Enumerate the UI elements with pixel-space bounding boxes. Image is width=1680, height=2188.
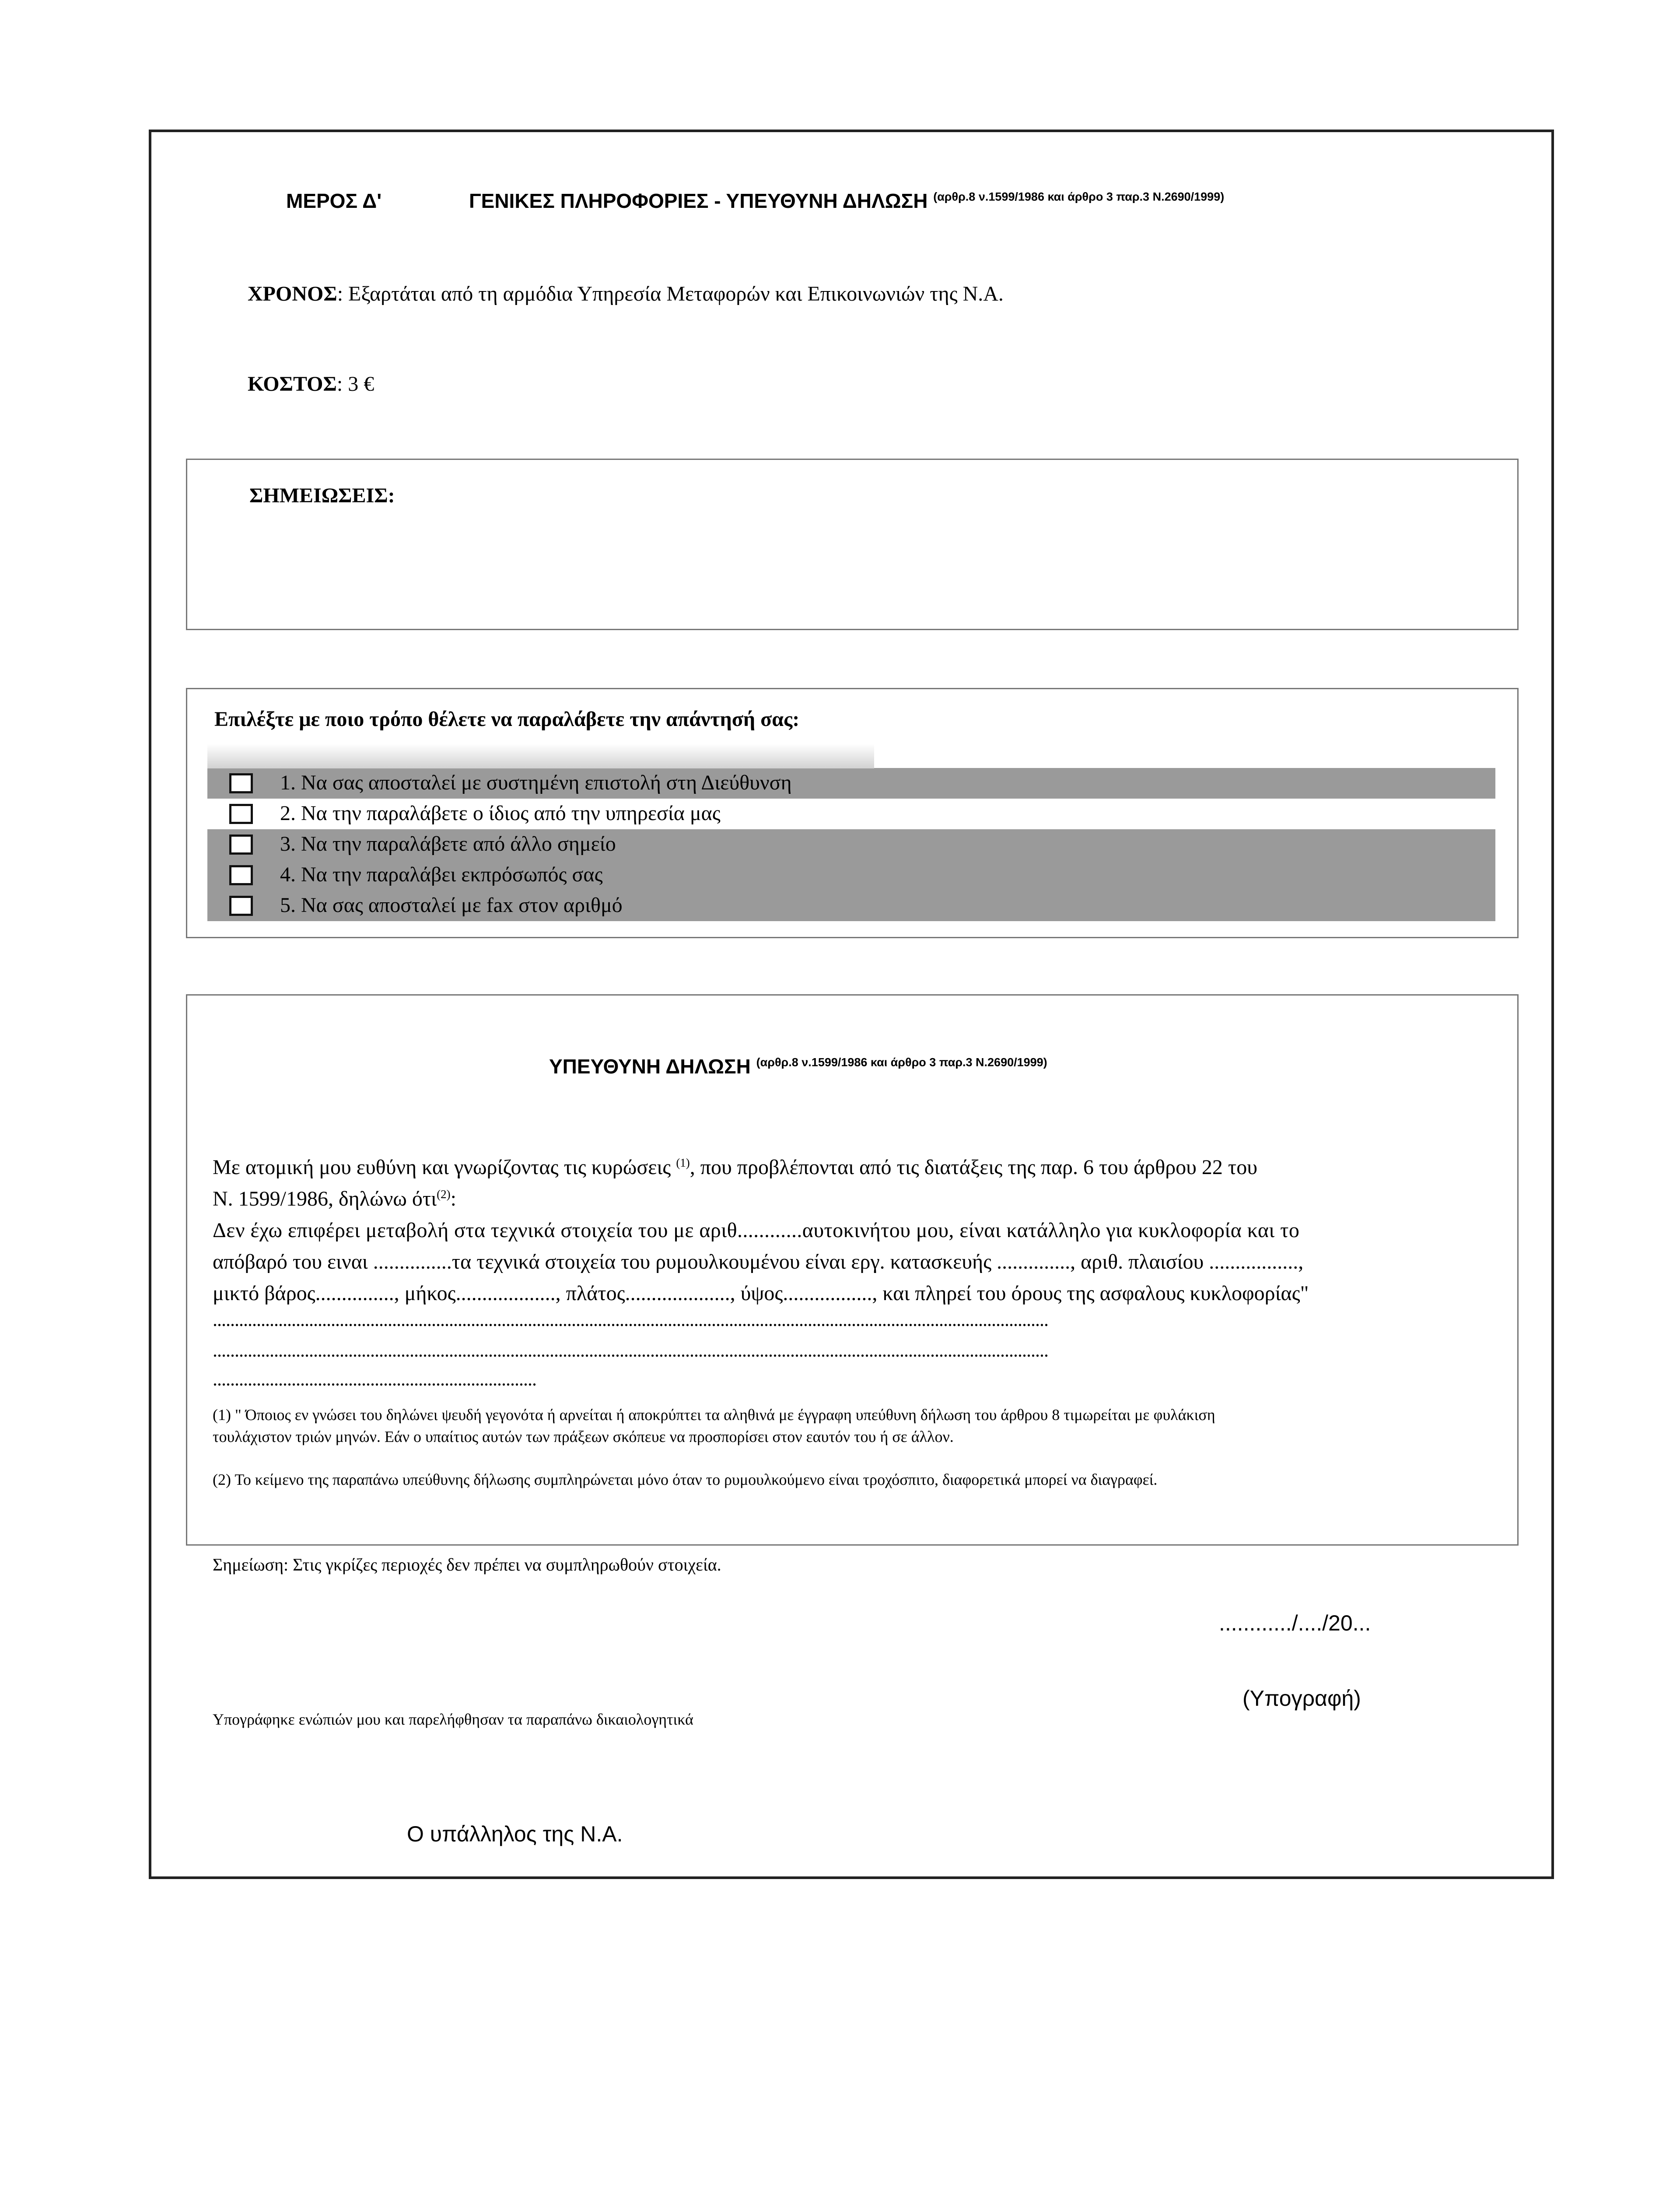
decl-text-2a: Ν. 1599/1986, δηλώνω ότι [213,1187,437,1210]
cost-label: ΚΟΣΤΟΣ [248,372,337,396]
footnote-ref-1: (1) [676,1156,690,1169]
declaration-line-3[interactable]: Δεν έχω επιφέρει μεταβολή στα τεχνικά στοιχεία του με αριθ............αυτοκινήτου μου, είναι κατάλληλο για κυκλοφορία και το [213,1219,1300,1242]
option-1-checkbox[interactable] [229,773,253,793]
time-value: : Εξαρτάται από τη αρμόδια Υπηρεσία Μεταφορών και Επικοινωνιών της Ν.Α. [337,282,1004,305]
declaration-title-text: ΥΠΕΥΘΥΝΗ ΔΗΛΩΣΗ [549,1055,751,1078]
option-4-checkbox[interactable] [229,865,253,885]
footnote-2: (2) Το κείμενο της παραπάνω υπεύθυνης δήλωσης συμπληρώνεται μόνο όταν το ρυμουλκούμενο είναι τροχόσπιτο, διαφορετικά μπορεί να διαγραφεί. [213,1471,1158,1488]
cost-line [248,372,374,396]
declaration-line-2 [213,1187,456,1211]
option-1-label: 1. Να σας αποσταλεί με συστημένη επιστολή στη Διεύθυνση [280,771,792,794]
signature-date[interactable]: ............/..../20... [1219,1611,1371,1635]
delivery-option-1[interactable] [207,768,1495,799]
section-title-text: ΓΕΝΙΚΕΣ ΠΛΗΡΟΦΟΡΙΕΣ - ΥΠΕΥΘΥΝΗ ΔΗΛΩΣΗ [469,189,928,212]
notes-label: ΣΗΜΕΙΩΣΕΙΣ: [249,484,395,507]
decl-text-1a: Με ατομική μου ευθύνη και γνωρίζοντας τις κυρώσεις [213,1156,671,1179]
delivery-option-3[interactable] [207,829,1495,860]
signature-label: (Υπογραφή) [1242,1686,1361,1711]
gray-area-note: Σημείωση: Στις γκρίζες περιοχές δεν πρέπει να συμπληρωθούν στοιχεία. [213,1555,721,1574]
option-3-checkbox[interactable] [229,835,253,855]
time-label: ΧΡΟΝΟΣ [248,282,337,305]
option-4-label: 4. Να την παραλάβει εκπρόσωπός σας [280,863,603,886]
declaration-law-ref: (αρθρ.8 ν.1599/1986 και άρθρο 3 παρ.3 Ν.2690/1999) [756,1055,1047,1069]
declaration-dots-2[interactable]: ............................................................................................................................................................................................... [213,1339,1048,1361]
declaration-dots-1[interactable]: ............................................................................................................................................................................................... [213,1309,1048,1330]
delivery-question: Επιλέξτε με ποιο τρόπο θέλετε να παραλάβετε την απάντησή σας: [214,708,800,731]
declaration-line-5[interactable]: μικτό βάρος..............., μήκος..................., πλάτος...................., ύψος................., και πληρεί του όρους της ασφαλους κυκλοφορίας" [213,1282,1309,1305]
section-title [469,189,1224,213]
footnote-1-line-2: τουλάχιστον τριών μηνών. Εάν ο υπαίτιος αυτών των πράξεων σκόπευε να προσπορίσει στον εαυτόν του ή σε άλλον. [213,1428,954,1445]
option-5-checkbox[interactable] [229,896,253,916]
declaration-line-4[interactable]: απόβαρό του ειναι ...............τα τεχνικά στοιχεία του ρυμουλκουμένου είναι εργ. κατασκευής .............., αριθ. πλαισίου ................., [213,1250,1304,1273]
footnote-ref-2: (2) [437,1188,451,1201]
official-label: Ο υπάλληλος της Ν.Α. [407,1822,623,1846]
cost-value: : 3 € [336,372,374,396]
option-2-label: 2. Να την παραλάβετε ο ίδιος από την υπηρεσία μας [280,802,721,825]
option-1-shade [207,744,874,768]
decl-text-1b: , που προβλέπονται από τις διατάξεις της παρ. 6 του άρθρου 22 του [690,1156,1257,1179]
decl-text-2b: : [450,1187,456,1210]
delivery-option-4[interactable] [207,860,1495,891]
option-2-checkbox[interactable] [229,804,253,824]
option-3-label: 3. Να την παραλάβετε από άλλο σημείο [280,832,616,856]
section-law-ref: (αρθρ.8 ν.1599/1986 και άρθρο 3 παρ.3 Ν.2690/1999) [933,190,1225,203]
notes-box[interactable] [186,459,1519,630]
delivery-option-5[interactable] [207,891,1495,921]
footnote-1-line-1: (1) " Όποιος εν γνώσει του δηλώνει ψευδή γεγονότα ή αρνείται ή αποκρύπτει τα αληθινά με έγγραφη υπεύθυνη δήλωση του άρθρου 8 τιμωρείται με φυλάκιση [213,1406,1215,1424]
option-5-label: 5. Να σας αποσταλεί με fax στον αριθμό [280,894,623,917]
witness-text: Υπογράφηκε ενώπιών μου και παρελήφθησαν τα παραπάνω δικαιολογητικά [213,1711,693,1728]
delivery-option-2[interactable] [207,799,1495,829]
part-heading: ΜΕΡΟΣ Δ' [286,189,382,212]
declaration-line-1 [213,1155,1257,1179]
declaration-dots-3[interactable]: .......................................................................... [213,1368,536,1390]
declaration-title [549,1055,1047,1078]
time-line [248,282,1004,306]
